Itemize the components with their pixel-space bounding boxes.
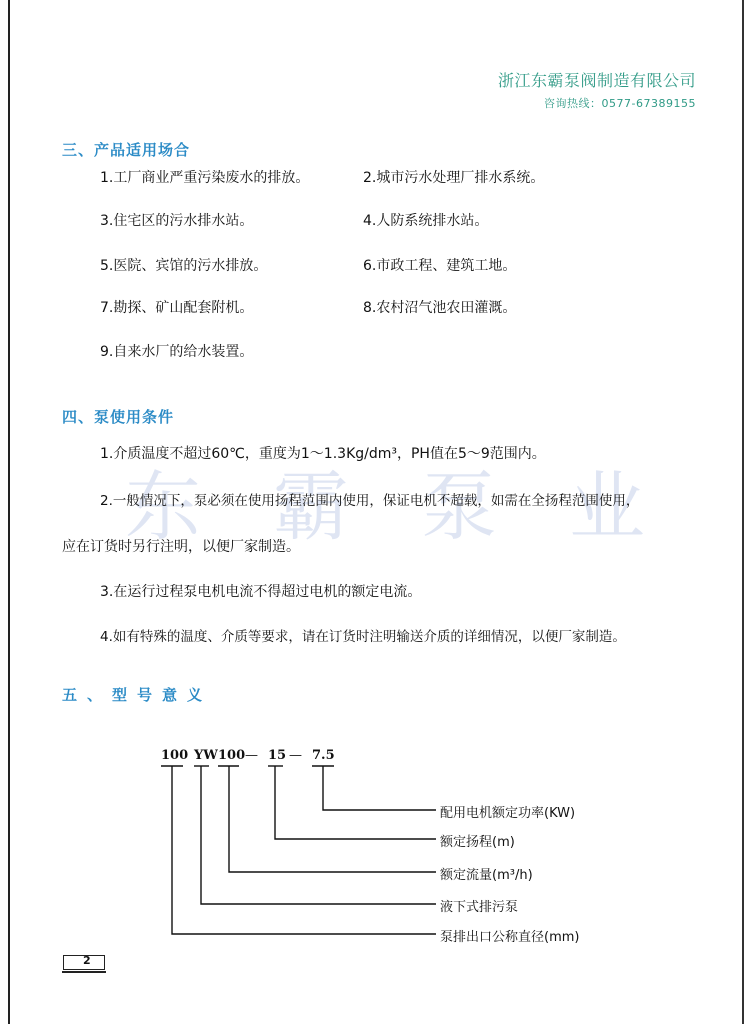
label-power: 配用电机额定功率(KW) xyxy=(440,806,576,821)
label-type: 液下式排污泵 xyxy=(440,900,519,915)
leader-series xyxy=(201,766,436,904)
page-number: 2 xyxy=(83,954,91,967)
condition-item: 4.如有特殊的温度、介质等要求，请在订货时注明输送介质的详细情况，以便厂家制造。 xyxy=(100,629,626,645)
usage-item: 2.城市污水处理厂排水系统。 xyxy=(363,170,545,186)
condition-item-continued: 应在订货时另行注明，以便厂家制造。 xyxy=(62,539,300,555)
leader-caliber xyxy=(172,766,436,934)
section5-title: 五、型号意义 xyxy=(62,686,213,704)
leader-power xyxy=(323,766,436,810)
usage-item: 8.农村沼气池农田灌溉。 xyxy=(363,300,517,316)
watermark-char: 业 xyxy=(569,462,645,551)
label-head: 额定扬程(m) xyxy=(440,835,515,850)
watermark-char: 东 xyxy=(125,462,201,551)
condition-item: 3.在运行过程泵电机电流不得超过电机的额定电流。 xyxy=(100,584,422,600)
code-series: YW xyxy=(194,748,218,763)
usage-item: 5.医院、宾馆的污水排放。 xyxy=(100,258,268,274)
condition-item: 1.介质温度不超过60℃，重度为1～1.3Kg/dm³，PH值在5～9范围内。 xyxy=(100,446,546,462)
company-name: 浙江东霸泵阀制造有限公司 xyxy=(497,71,696,90)
usage-item: 1.工厂商业严重污染废水的排放。 xyxy=(100,170,310,186)
leader-head xyxy=(275,766,436,839)
code-caliber: 100 xyxy=(161,748,189,763)
section3-title: 三、产品适用场合 xyxy=(62,141,191,159)
hotline: 咨询热线：0577-67389155 xyxy=(544,97,696,110)
usage-item: 6.市政工程、建筑工地。 xyxy=(363,258,517,274)
leader-flow xyxy=(229,766,436,872)
usage-item: 3.住宅区的污水排水站。 xyxy=(100,213,254,229)
usage-item: 4.人防系统排水站。 xyxy=(363,213,489,229)
code-dash: — xyxy=(289,748,302,763)
code-power: 7.5 xyxy=(312,748,335,763)
code-dash: — xyxy=(245,748,258,763)
usage-item: 7.勘探、矿山配套附机。 xyxy=(100,300,254,316)
label-caliber: 泵排出口公称直径(mm) xyxy=(440,930,580,945)
label-flow: 额定流量(m³/h) xyxy=(440,868,533,883)
usage-item: 9.自来水厂的给水装置。 xyxy=(100,344,254,360)
watermark-char: 泵 xyxy=(421,462,497,551)
condition-item: 2.一般情况下，泵必须在使用扬程范围内使用，保证电机不超载，如需在全扬程范围使用， xyxy=(100,493,640,509)
code-head: 15 xyxy=(268,748,287,763)
section4-title: 四、泵使用条件 xyxy=(62,408,175,426)
code-flow: 100 xyxy=(218,748,246,763)
watermark-char: 霸 xyxy=(273,462,349,551)
